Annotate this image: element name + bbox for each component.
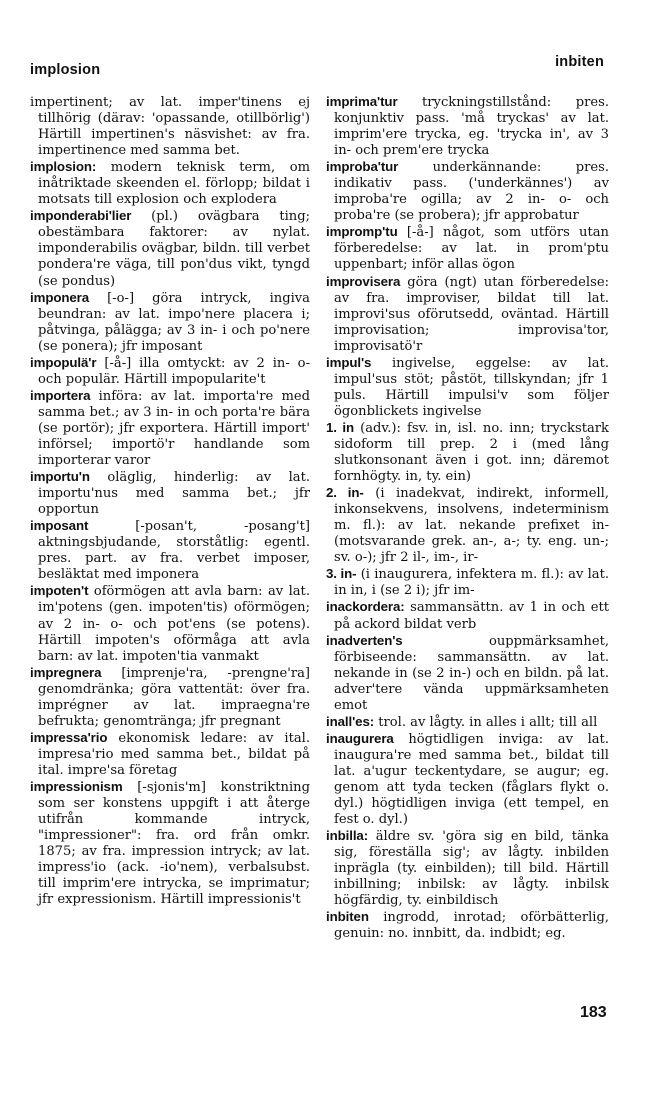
dictionary-entry: improvisera göra (ngt) utan förberedelse: av fra. improviser, bildat till lat. improvi'sus oförutsedd, oväntad. Härtill improvisation; improvisa'tor, improvisatö'r <box>326 273 609 354</box>
dictionary-entry: imprima'tur tryckningstillstånd: pres. konjunktiv pass. 'må tryckas' av lat. imprim'ere trycka, eg. 'trycka in', av 3 in- och prem'ere trycka <box>326 94 609 159</box>
dictionary-entry: imponderabi'lier (pl.) ovägbara ting; obestämbara faktorer: av nylat. imponderabilis ovägbar, bildn. till verbet pondera're väga, till pon'dus vikt, tyngd (se pondus) <box>30 208 310 289</box>
dictionary-entry: importu'n oläglig, hinderlig: av lat. importu'nus med samma bet.; jfr opportun <box>30 469 310 518</box>
right-column <box>326 94 609 942</box>
dictionary-entry: impregnera [imprenje'ra, -prengne'ra] genomdränka; göra vattentät: över fra. imprégner av lat. impraegna're befrukta; genomtränga; jfr pregnant <box>30 664 310 729</box>
dictionary-entry: 1. in (adv.): fsv. in, isl. no. inn; tryckstark sidoform till prep. 2 i (med lång slutkonsonant även i got. inn; däremot fornhögty. in, ty. ein) <box>326 419 609 485</box>
dictionary-entry: imposant [-posan't, -posang't] aktningsbjudande, storståtlig: egentl. pres. part. av fra. verbet imposer, besläktat med imponera <box>30 518 310 583</box>
dictionary-entry: impoten't oförmögen att avla barn: av lat. im'potens (gen. impoten'tis) oförmögen; av 2 in- o- och pot'ens (se potens). Härtill impoten's oförmåga att avla barn: av lat. impoten'tia vanmakt <box>30 583 310 664</box>
dictionary-entry: impressionism [-sjonis'm] konstriktning som ser konstens uppgift i att återge utifrån kommande intryck, "impressioner": fra. ord från omkr. 1875; av fra. impression intryck; av lat. impress'io (ack. -io'nem), verbalsubst. till imprim'ere intrycka, se imprimatur; jfr expressionism. Härtill impressionis't <box>30 778 310 908</box>
dictionary-entry: improba'tur underkännande: pres. indikativ pass. ('underkännes') av improba're ogilla; av 2 in- o- och proba're (se probera); jfr approbatur <box>326 159 609 224</box>
left-guideword: implosion <box>30 62 101 78</box>
dictionary-entry: imponera [-o-] göra intryck, ingiva beundran: av lat. impo'nere placera i; påtvinga, pålägga; av 3 in- i och po'nere (se ponera); jfr imposant <box>30 289 310 354</box>
dictionary-entry: impopulä'r [-å-] illa omtyckt: av 2 in- o- och populär. Härtill impopularite't <box>30 354 310 387</box>
dictionary-entry: impertinent; av lat. imper'tinens ej tillhörig (därav: 'opassande, otillbörlig') Härtill impertinen's näsvishet: av fra. impertinence med samma bet. <box>30 95 310 159</box>
dictionary-entry: inall'es: trol. av lågty. in alles i allt; till all <box>326 713 598 730</box>
dictionary-entry: importera införa: av lat. importa're med samma bet.; av 3 in- in och porta're bära (se portör); jfr exportera. Härtill import' införsel; importö'r handlande som importerar varor <box>30 387 310 469</box>
dictionary-entry: impul's ingivelse, eggelse: av lat. impul'sus stöt; påstöt, tillskyndan; jfr 1 puls. Härtill impulsi'v som följer ögonblickets ingivelse <box>326 354 609 419</box>
dictionary-entry: inadverten's ouppmärksamhet, förbiseende: sammansättn. av lat. nekande in (se 2 in-) och en bildn. på lat. adver'tere vända uppmärksamheten emot <box>326 632 609 713</box>
dictionary-entry: 3. in- (i inaugurera, infektera m. fl.): av lat. in in, i (se 2 i); jfr im- <box>326 566 609 599</box>
page-header <box>0 52 664 82</box>
page-number: 183 <box>580 1004 607 1021</box>
left-column <box>30 94 310 908</box>
dictionary-entry: implosion: modern teknisk term, om inåtriktade skeenden el. förlopp; bildat i motsats till explosion och explodera <box>30 159 310 208</box>
dictionary-entry: inbiten ingrodd, inrotad; oförbätterlig, genuin: no. innbitt, da. indbidt; eg. <box>326 909 610 942</box>
right-guideword: inbiten <box>555 54 604 70</box>
dictionary-entry: inackordera: sammansättn. av 1 in och ett på ackord bildat verb <box>326 599 609 632</box>
dictionary-entry: inbilla: äldre sv. 'göra sig en bild, tänka sig, föreställa sig'; av lågty. inbilden inprägla (ty. einbilden); till bild. Härtill inbillning; inbilsk: av lågty. inbilsk högfärdig, ty. einbildisch <box>326 828 609 909</box>
dictionary-entry: 2. in- (i inadekvat, indirekt, informell, inkonsekvens, insolvens, indeterminism m. fl.): av lat. nekande prefixet in- (motsvarande grek. an-, a-; ty. eng. un-; sv. o-); jfr 2 il-, im-, ir- <box>326 485 609 566</box>
dictionary-entry: inaugurera högtidligen inviga: av lat. inaugura're med samma bet., bildat till lat. a'ugur teckentydare, se augur; eg. genom att tyda tecken (fåglars flykt o. dyl.) högtidligen inviga (ett tempel, en fest o. dyl.) <box>326 730 609 828</box>
dictionary-entry: impromp'tu [-å-] något, som utförs utan förberedelse: av lat. in prom'ptu uppenbart; inför allas ögon <box>326 224 609 273</box>
dictionary-entry: impressa'rio ekonomisk ledare: av ital. impresa'rio med samma bet., bildat på ital. impre'sa företag <box>30 729 310 778</box>
